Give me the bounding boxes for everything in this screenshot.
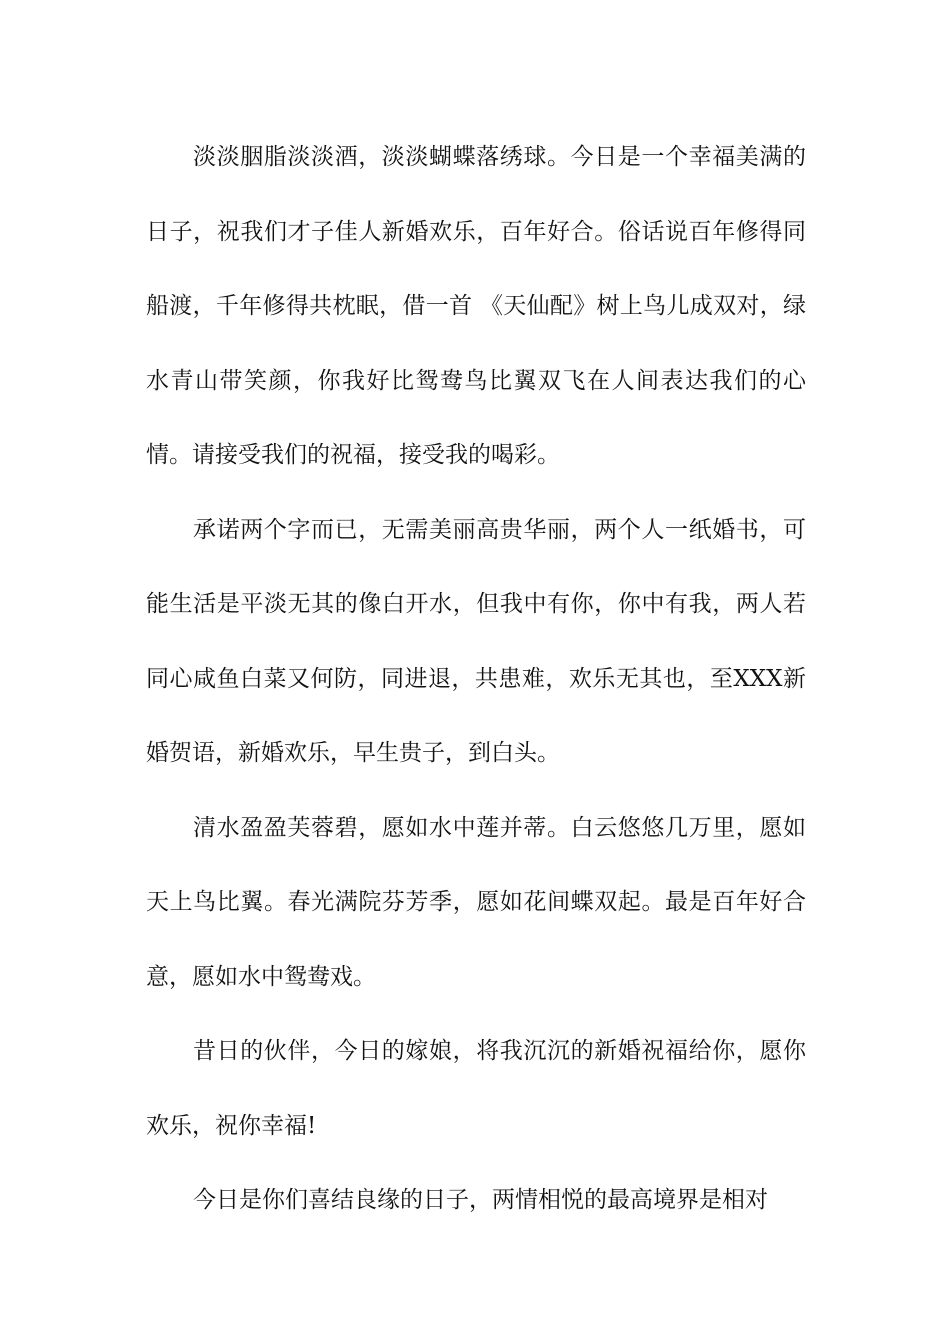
paragraph-2: 承诺两个字而已，无需美丽高贵华丽，两个人一纸婚书，可能生活是平淡无其的像白开水，但我中有你，你中有我，两人若同心咸鱼白菜又何防，同进退，共患难，欢乐无其也，至XXX新婚贺语，新婚欢乐，早生贵子，到白头。 xyxy=(146,516,806,766)
paragraph-1: 淡淡胭脂淡淡酒，淡淡蝴蝶落绣球。今日是一个幸福美满的日子，祝我们才子佳人新婚欢乐，百年好合。俗话说百年修得同船渡，千年修得共枕眠，借一首 《天仙配》树上鸟儿成双对，绿水青山带笑颜，你我好比鸳鸯鸟比翼双飞在人间表达我们的心情。请接受我们的祝福，接受我的喝彩。 xyxy=(146,144,806,468)
paragraph-5: 今日是你们喜结良缘的日子，两情相悦的最高境界是相对 xyxy=(193,1187,768,1213)
paragraph-3: 清水盈盈芙蓉碧，愿如水中莲并蒂。白云悠悠几万里，愿如天上鸟比翼。春光满院芬芳季，愿如花间蝶双起。最是百年好合意，愿如水中鸳鸯戏。 xyxy=(146,814,806,990)
document-body xyxy=(146,120,806,1238)
paragraph-4: 昔日的伙伴，今日的嫁娘，将我沉沉的新婚祝福给你，愿你欢乐，祝你幸福! xyxy=(146,1038,806,1139)
